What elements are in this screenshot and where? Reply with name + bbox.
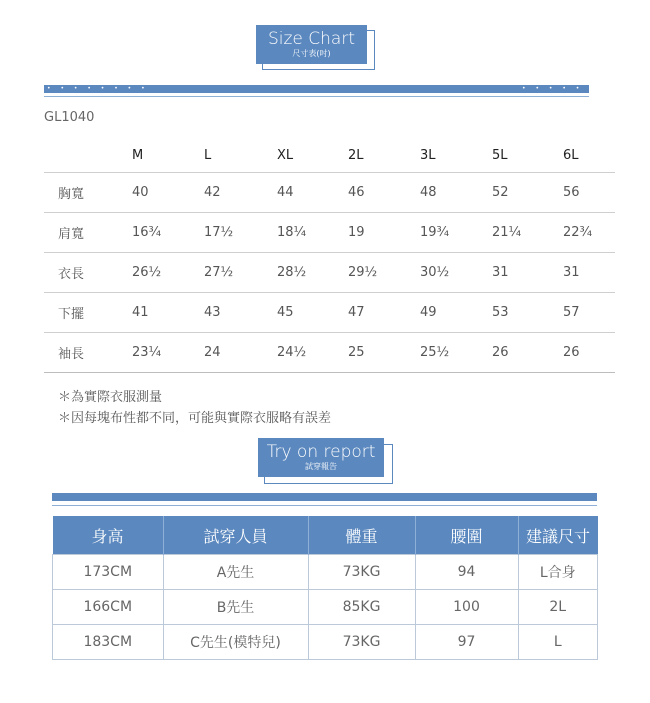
size-value: 53 xyxy=(492,293,563,333)
size-value: 47 xyxy=(348,293,420,333)
size-value: 25½ xyxy=(420,333,492,373)
size-value: 46 xyxy=(348,173,420,213)
tester-waist: 94 xyxy=(415,555,518,590)
tester-height: 166CM xyxy=(53,590,164,625)
size-header-row xyxy=(44,138,615,173)
tester-waist: 100 xyxy=(415,590,518,625)
size-value: 16¾ xyxy=(132,213,204,253)
size-value: 23¼ xyxy=(132,333,204,373)
header-recommended-size: 建議尺寸 xyxy=(518,516,598,555)
tester-height: 183CM xyxy=(53,625,164,660)
size-value: 40 xyxy=(132,173,204,213)
divider-dots-left: • • • • • • • • xyxy=(47,85,149,92)
divider-dots-right: • • • • • • • • xyxy=(522,85,624,92)
size-value: 26 xyxy=(563,333,615,373)
size-row-shoulder xyxy=(44,213,615,253)
tester-height: 173CM xyxy=(53,555,164,590)
size-row-hem xyxy=(44,293,615,333)
size-col-header: L xyxy=(204,138,277,173)
size-row-length xyxy=(44,253,615,293)
note-fabric-variance: ＊因每塊布性都不同，可能與實際衣服略有誤差 xyxy=(58,411,332,426)
tester-name: C先生(模特兒) xyxy=(163,625,308,660)
recommended-size: L xyxy=(518,625,598,660)
try-on-title: Try on report xyxy=(266,442,376,462)
size-value: 27½ xyxy=(204,253,277,293)
size-col-header: 3L xyxy=(420,138,492,173)
size-value: 19¾ xyxy=(420,213,492,253)
divider-thin-line xyxy=(44,96,589,97)
size-col-header: 6L xyxy=(563,138,615,173)
tester-waist: 97 xyxy=(415,625,518,660)
try-on-row xyxy=(53,555,598,590)
size-value: 48 xyxy=(420,173,492,213)
try-on-thin-line xyxy=(52,505,597,506)
size-value: 45 xyxy=(277,293,348,333)
size-header-empty xyxy=(44,138,132,173)
size-value: 26 xyxy=(492,333,563,373)
size-col-header: 5L xyxy=(492,138,563,173)
size-value: 26½ xyxy=(132,253,204,293)
size-row-sleeve xyxy=(44,333,615,373)
size-value: 21¼ xyxy=(492,213,563,253)
size-value: 57 xyxy=(563,293,615,333)
note-measurement: ＊為實際衣服測量 xyxy=(58,390,163,405)
size-value: 28½ xyxy=(277,253,348,293)
tester-name: B先生 xyxy=(163,590,308,625)
size-value: 24 xyxy=(204,333,277,373)
size-row-chest xyxy=(44,173,615,213)
size-value: 29½ xyxy=(348,253,420,293)
try-on-subtitle: 試穿報告 xyxy=(305,462,337,471)
size-value: 22¾ xyxy=(563,213,615,253)
row-label: 胸寬 xyxy=(44,173,132,213)
try-on-row xyxy=(53,625,598,660)
try-on-divider xyxy=(52,493,597,501)
header-waist: 腰圍 xyxy=(415,516,518,555)
header-weight: 體重 xyxy=(308,516,415,555)
size-value: 17½ xyxy=(204,213,277,253)
header-tester: 試穿人員 xyxy=(163,516,308,555)
size-value: 24½ xyxy=(277,333,348,373)
size-chart-subtitle: 尺寸表(吋) xyxy=(292,49,331,58)
row-label: 下擺 xyxy=(44,293,132,333)
size-value: 19 xyxy=(348,213,420,253)
try-on-table xyxy=(52,516,598,660)
size-value: 49 xyxy=(420,293,492,333)
size-value: 41 xyxy=(132,293,204,333)
size-value: 52 xyxy=(492,173,563,213)
size-col-header: XL xyxy=(277,138,348,173)
tester-weight: 73KG xyxy=(308,625,415,660)
size-value: 31 xyxy=(492,253,563,293)
row-label: 袖長 xyxy=(44,333,132,373)
size-value: 31 xyxy=(563,253,615,293)
size-value: 42 xyxy=(204,173,277,213)
size-chart-title: Size Chart xyxy=(267,29,356,49)
tester-weight: 73KG xyxy=(308,555,415,590)
try-on-row xyxy=(53,590,598,625)
size-value: 25 xyxy=(348,333,420,373)
try-on-header-row xyxy=(53,516,598,555)
size-col-header: M xyxy=(132,138,204,173)
row-label: 衣長 xyxy=(44,253,132,293)
size-value: 56 xyxy=(563,173,615,213)
recommended-size: 2L xyxy=(518,590,598,625)
row-label: 肩寬 xyxy=(44,213,132,253)
size-table xyxy=(44,138,615,373)
size-value: 18¼ xyxy=(277,213,348,253)
recommended-size: L合身 xyxy=(518,555,598,590)
size-value: 30½ xyxy=(420,253,492,293)
header-height: 身高 xyxy=(53,516,164,555)
tester-name: A先生 xyxy=(163,555,308,590)
tester-weight: 85KG xyxy=(308,590,415,625)
size-value: 44 xyxy=(277,173,348,213)
size-value: 43 xyxy=(204,293,277,333)
product-code: GL1040 xyxy=(44,110,95,125)
size-col-header: 2L xyxy=(348,138,420,173)
